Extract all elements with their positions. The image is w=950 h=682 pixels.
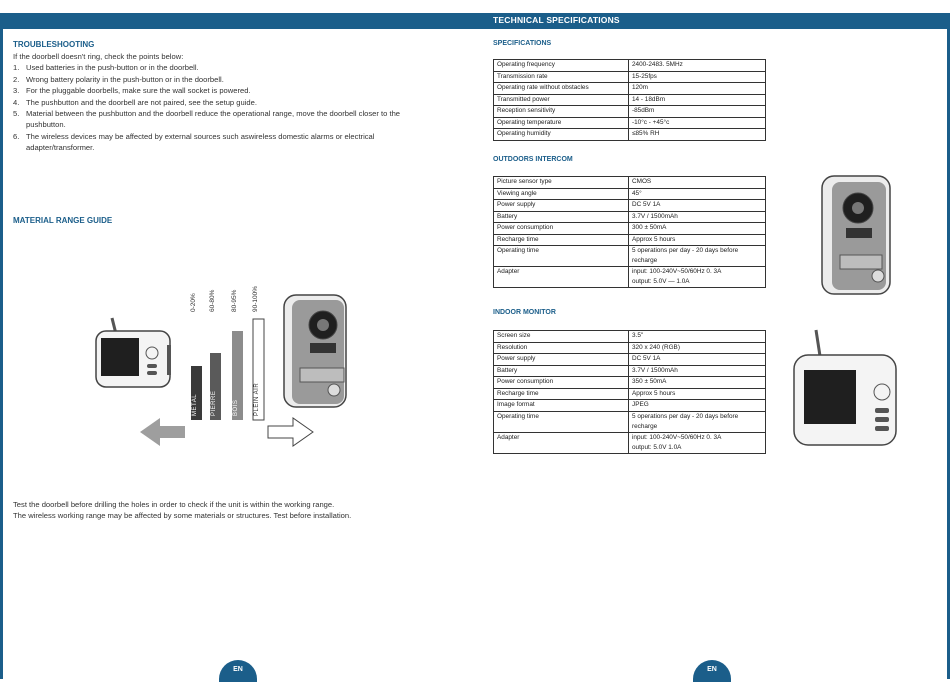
indoor-adapter-label: Adapter — [494, 432, 629, 453]
spec-value: 3.7V / 1500mAh — [629, 365, 766, 377]
troubleshooting-title: TROUBLESHOOTING — [13, 40, 95, 49]
step-number: 1. — [13, 63, 20, 73]
specifications-table — [493, 59, 766, 141]
spec-row — [494, 177, 766, 189]
spec-label: Operating temperature — [494, 117, 629, 129]
spec-row — [494, 354, 766, 366]
step-number: 6. — [13, 131, 20, 141]
material-note-line2: The wireless working range may be affected by some materials or structures. Test before installation. — [13, 511, 352, 521]
spec-row — [494, 129, 766, 141]
step-text: Wrong battery polarity in the push-button or in the doorbell. — [26, 74, 224, 84]
material-name-label: PIERRE — [211, 390, 217, 416]
page-title: TECHNICAL SPECIFICATIONS — [493, 15, 620, 25]
material-percent-label: 80-95% — [231, 289, 238, 312]
spec-label: Resolution — [494, 342, 629, 354]
spec-label: Image format — [494, 400, 629, 412]
material-guide-title: MATERIAL RANGE GUIDE — [13, 216, 113, 225]
indoor-optime-value: 5 operations per day - 20 days before recharge — [629, 411, 766, 432]
spec-row — [494, 377, 766, 389]
indoor-monitor-photo — [794, 330, 896, 445]
spec-label: Recharge time — [494, 234, 629, 246]
outdoor-table — [493, 176, 766, 288]
spec-row — [494, 117, 766, 129]
right-arrow-icon — [268, 418, 313, 446]
outdoor-intercom-photo — [822, 176, 890, 294]
outdoor-intercom-illustration — [284, 295, 346, 407]
indoor-title: INDOOR MONITOR — [493, 309, 556, 316]
material-name-label: BOIS — [233, 399, 239, 416]
spec-row — [494, 211, 766, 223]
spec-row — [494, 60, 766, 72]
spec-row — [494, 106, 766, 118]
spec-label: Power consumption — [494, 377, 629, 389]
spec-value: 45° — [629, 188, 766, 200]
spec-value: CMOS — [629, 177, 766, 189]
indoor-table — [493, 330, 766, 454]
spec-value: 14 - 18dBm — [629, 94, 766, 106]
spec-value: -85dBm — [629, 106, 766, 118]
step-number: 2. — [13, 74, 20, 84]
spec-label: Reception sensitivity — [494, 106, 629, 118]
spec-value: ≤85% RH — [629, 129, 766, 141]
spec-label: Viewing angle — [494, 188, 629, 200]
outdoor-adapter-label: Adapter — [494, 267, 629, 288]
spec-value: -10°c - +45°c — [629, 117, 766, 129]
material-note — [13, 499, 433, 522]
material-name-label: METAL — [192, 393, 198, 416]
spec-label: Power consumption — [494, 223, 629, 235]
step-text: For the pluggable doorbells, make sure the wall socket is powered. — [26, 86, 251, 96]
step-text: The wireless devices may be affected by external sources such aswireless domestic alarms or electrical adapter/transformer. — [26, 131, 375, 153]
outdoor-operating-time-row — [494, 246, 766, 267]
spec-label: Power supply — [494, 200, 629, 212]
spec-row — [494, 400, 766, 412]
indoor-optime-label: Operating time — [494, 411, 629, 432]
material-name-label: PLEIN AIR — [254, 382, 260, 416]
spec-label: Operating humidity — [494, 129, 629, 141]
spec-label: Picture sensor type — [494, 177, 629, 189]
step-number: 4. — [13, 97, 20, 107]
left-arrow-icon — [140, 418, 185, 446]
outdoor-adapter-value: input: 100-240V~50/60Hz 0. 3A output: 5.0V — 1.0A — [629, 267, 766, 288]
indoor-operating-time-row — [494, 411, 766, 432]
spec-row — [494, 234, 766, 246]
material-percent-label: 90-100% — [252, 285, 259, 312]
spec-label: Battery — [494, 211, 629, 223]
spec-label: Power supply — [494, 354, 629, 366]
spec-label: Recharge time — [494, 388, 629, 400]
outdoor-optime-value: 5 operations per day - 20 days before recharge — [629, 246, 766, 267]
spec-row — [494, 365, 766, 377]
specifications-title: SPECIFICATIONS — [493, 40, 552, 47]
spec-label: Transmission rate — [494, 71, 629, 83]
spec-value: DC 5V 1A — [629, 200, 766, 212]
indoor-monitor-illustration — [96, 318, 171, 387]
step-text: Material between the pushbutton and the doorbell reduce the operational range, move the doorbell closer to the pushbutton. — [26, 109, 401, 130]
spec-value: 300 ± 50mA — [629, 223, 766, 235]
page-badge-right: EN — [693, 660, 731, 682]
spec-row — [494, 83, 766, 95]
spec-value: 3.5" — [629, 331, 766, 343]
spec-label: Transmitted power — [494, 94, 629, 106]
spec-value: 320 x 240 (RGB) — [629, 342, 766, 354]
right-device-illustrations — [790, 170, 900, 470]
spec-value: 350 ± 50mA — [629, 377, 766, 389]
spec-row — [494, 342, 766, 354]
spec-value: DC 5V 1A — [629, 354, 766, 366]
indoor-adapter-value: input: 100-240V~50/60Hz 0. 3A output: 5.0V 1.0A — [629, 432, 766, 453]
spec-value: 3.7V / 1500mAh — [629, 211, 766, 223]
material-percent-label: 0-20% — [190, 293, 197, 312]
page-badge-left: EN — [219, 660, 257, 682]
spec-value: Approx 5 hours — [629, 388, 766, 400]
troubleshooting-intro: If the doorbell doesn't ring, check the points below: — [13, 52, 184, 61]
spec-row — [494, 388, 766, 400]
spec-value: 2400-2483. 5MHz — [629, 60, 766, 72]
spec-label: Operating rate without obstacles — [494, 83, 629, 95]
step-number: 3. — [13, 86, 20, 96]
spec-label: Screen size — [494, 331, 629, 343]
spec-row — [494, 331, 766, 343]
spec-value: JPEG — [629, 400, 766, 412]
spec-value: 15-25fps — [629, 71, 766, 83]
material-note-line1: Test the doorbell before drilling the holes in order to check if the unit is within the working range. — [13, 500, 335, 509]
step-text: Used batteries in the push-button or in the doorbell. — [26, 63, 199, 73]
step-number: 5. — [13, 109, 20, 119]
indoor-adapter-row — [494, 432, 766, 453]
spec-label: Operating frequency — [494, 60, 629, 72]
spec-row — [494, 188, 766, 200]
spec-row — [494, 71, 766, 83]
outdoor-adapter-row — [494, 267, 766, 288]
outdoor-title: OUTDOORS INTERCOM — [493, 156, 573, 163]
spec-label: Battery — [494, 365, 629, 377]
spec-row — [494, 94, 766, 106]
material-percent-label: 60-80% — [209, 289, 216, 312]
step-text: The pushbutton and the doorbell are not paired, see the setup guide. — [26, 97, 257, 107]
spec-row — [494, 200, 766, 212]
spec-value: 120m — [629, 83, 766, 95]
outdoor-optime-label: Operating time — [494, 246, 629, 267]
spec-row — [494, 223, 766, 235]
spec-value: Approx 5 hours — [629, 234, 766, 246]
